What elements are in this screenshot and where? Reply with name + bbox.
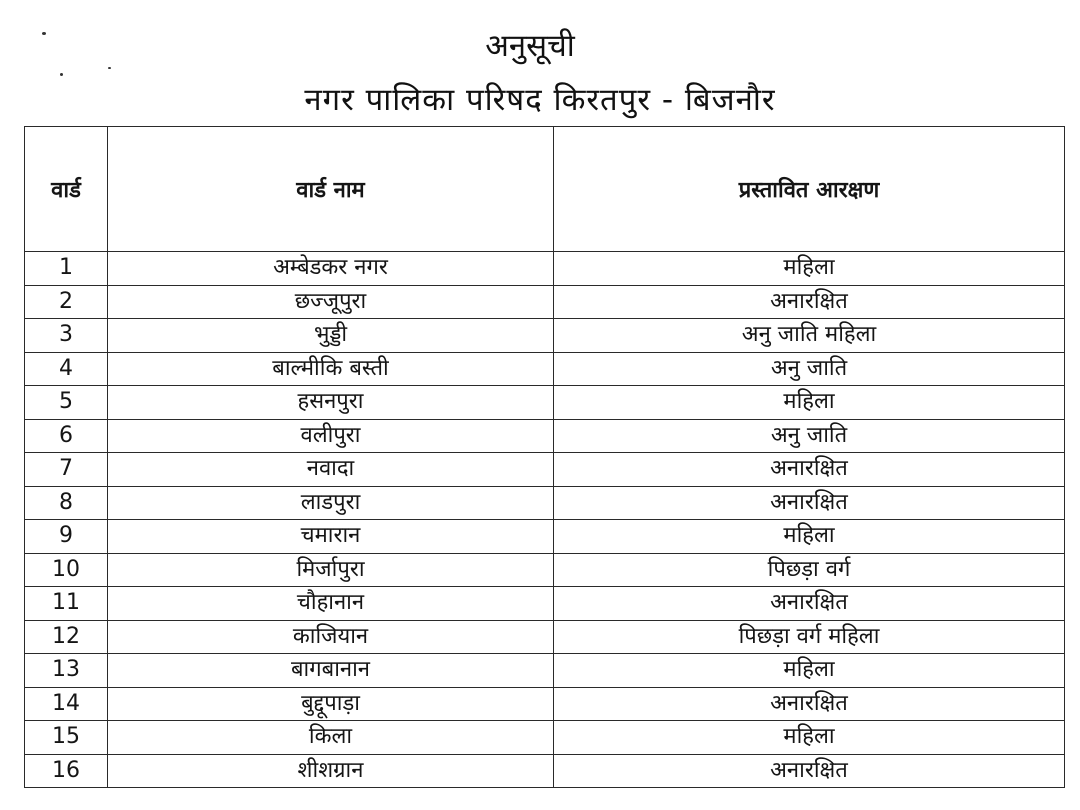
ward-name: मिर्जापुरा	[108, 553, 554, 587]
table-row	[25, 687, 1065, 721]
ward-name: शीशग्रान	[108, 754, 554, 788]
ward-name: बाल्मीकि बस्ती	[108, 352, 554, 386]
ward-name: चमारान	[108, 520, 554, 554]
ward-reservation: महिला	[554, 386, 1065, 420]
ward-reservation: अनारक्षित	[554, 285, 1065, 319]
ward-number: 2	[25, 285, 108, 319]
table-row	[25, 285, 1065, 319]
document-subtitle: नगर पालिका परिषद किरतपुर - बिजनौर	[304, 82, 776, 118]
ward-number: 1	[25, 252, 108, 286]
ward-name: काजियान	[108, 620, 554, 654]
ward-number: 12	[25, 620, 108, 654]
table-row	[25, 419, 1065, 453]
ward-reservation: अनारक्षित	[554, 453, 1065, 487]
ward-name: अम्बेडकर नगर	[108, 252, 554, 286]
ward-number: 6	[25, 419, 108, 453]
ward-reservation: अनु जाति	[554, 419, 1065, 453]
ward-name: बुद्दूपाड़ा	[108, 687, 554, 721]
ward-reservation: महिला	[554, 654, 1065, 688]
document-title: अनुसूची	[485, 28, 575, 64]
ward-reservation: अनु जाति	[554, 352, 1065, 386]
table-row	[25, 352, 1065, 386]
ward-name: चौहानान	[108, 587, 554, 621]
ward-reservation: पिछड़ा वर्ग महिला	[554, 620, 1065, 654]
header-ward: वार्ड	[25, 127, 108, 252]
table-row	[25, 553, 1065, 587]
ward-name: लाडपुरा	[108, 486, 554, 520]
ward-number: 16	[25, 754, 108, 788]
ward-number: 13	[25, 654, 108, 688]
ward-reservation: अनारक्षित	[554, 587, 1065, 621]
ward-name: बागबानान	[108, 654, 554, 688]
header-ward-name: वार्ड नाम	[108, 127, 554, 252]
ward-number: 10	[25, 553, 108, 587]
table-row	[25, 386, 1065, 420]
table-row	[25, 453, 1065, 487]
ward-number: 7	[25, 453, 108, 487]
ward-number: 14	[25, 687, 108, 721]
ward-name: हसनपुरा	[108, 386, 554, 420]
table-row	[25, 520, 1065, 554]
table-row	[25, 654, 1065, 688]
ward-reservation: महिला	[554, 721, 1065, 755]
scan-speck	[60, 73, 63, 76]
ward-reservation: अनारक्षित	[554, 754, 1065, 788]
table-header-row	[25, 127, 1065, 252]
ward-number: 9	[25, 520, 108, 554]
ward-number: 3	[25, 319, 108, 353]
table-row	[25, 252, 1065, 286]
ward-name: भुड्डी	[108, 319, 554, 353]
table-row	[25, 620, 1065, 654]
scan-speck	[108, 67, 111, 69]
ward-reservation: अनु जाति महिला	[554, 319, 1065, 353]
ward-reservation-table	[24, 126, 1065, 788]
ward-number: 8	[25, 486, 108, 520]
ward-reservation: महिला	[554, 520, 1065, 554]
ward-reservation: अनारक्षित	[554, 486, 1065, 520]
ward-number: 11	[25, 587, 108, 621]
ward-name: किला	[108, 721, 554, 755]
ward-name: नवादा	[108, 453, 554, 487]
table-row	[25, 319, 1065, 353]
ward-name: छज्जूपुरा	[108, 285, 554, 319]
table-row	[25, 721, 1065, 755]
ward-reservation: पिछड़ा वर्ग	[554, 553, 1065, 587]
ward-reservation: अनारक्षित	[554, 687, 1065, 721]
table-row	[25, 486, 1065, 520]
ward-number: 4	[25, 352, 108, 386]
ward-reservation: महिला	[554, 252, 1065, 286]
ward-name: वलीपुरा	[108, 419, 554, 453]
table-row	[25, 754, 1065, 788]
header-reservation: प्रस्तावित आरक्षण	[554, 127, 1065, 252]
ward-number: 15	[25, 721, 108, 755]
table-row	[25, 587, 1065, 621]
ward-number: 5	[25, 386, 108, 420]
